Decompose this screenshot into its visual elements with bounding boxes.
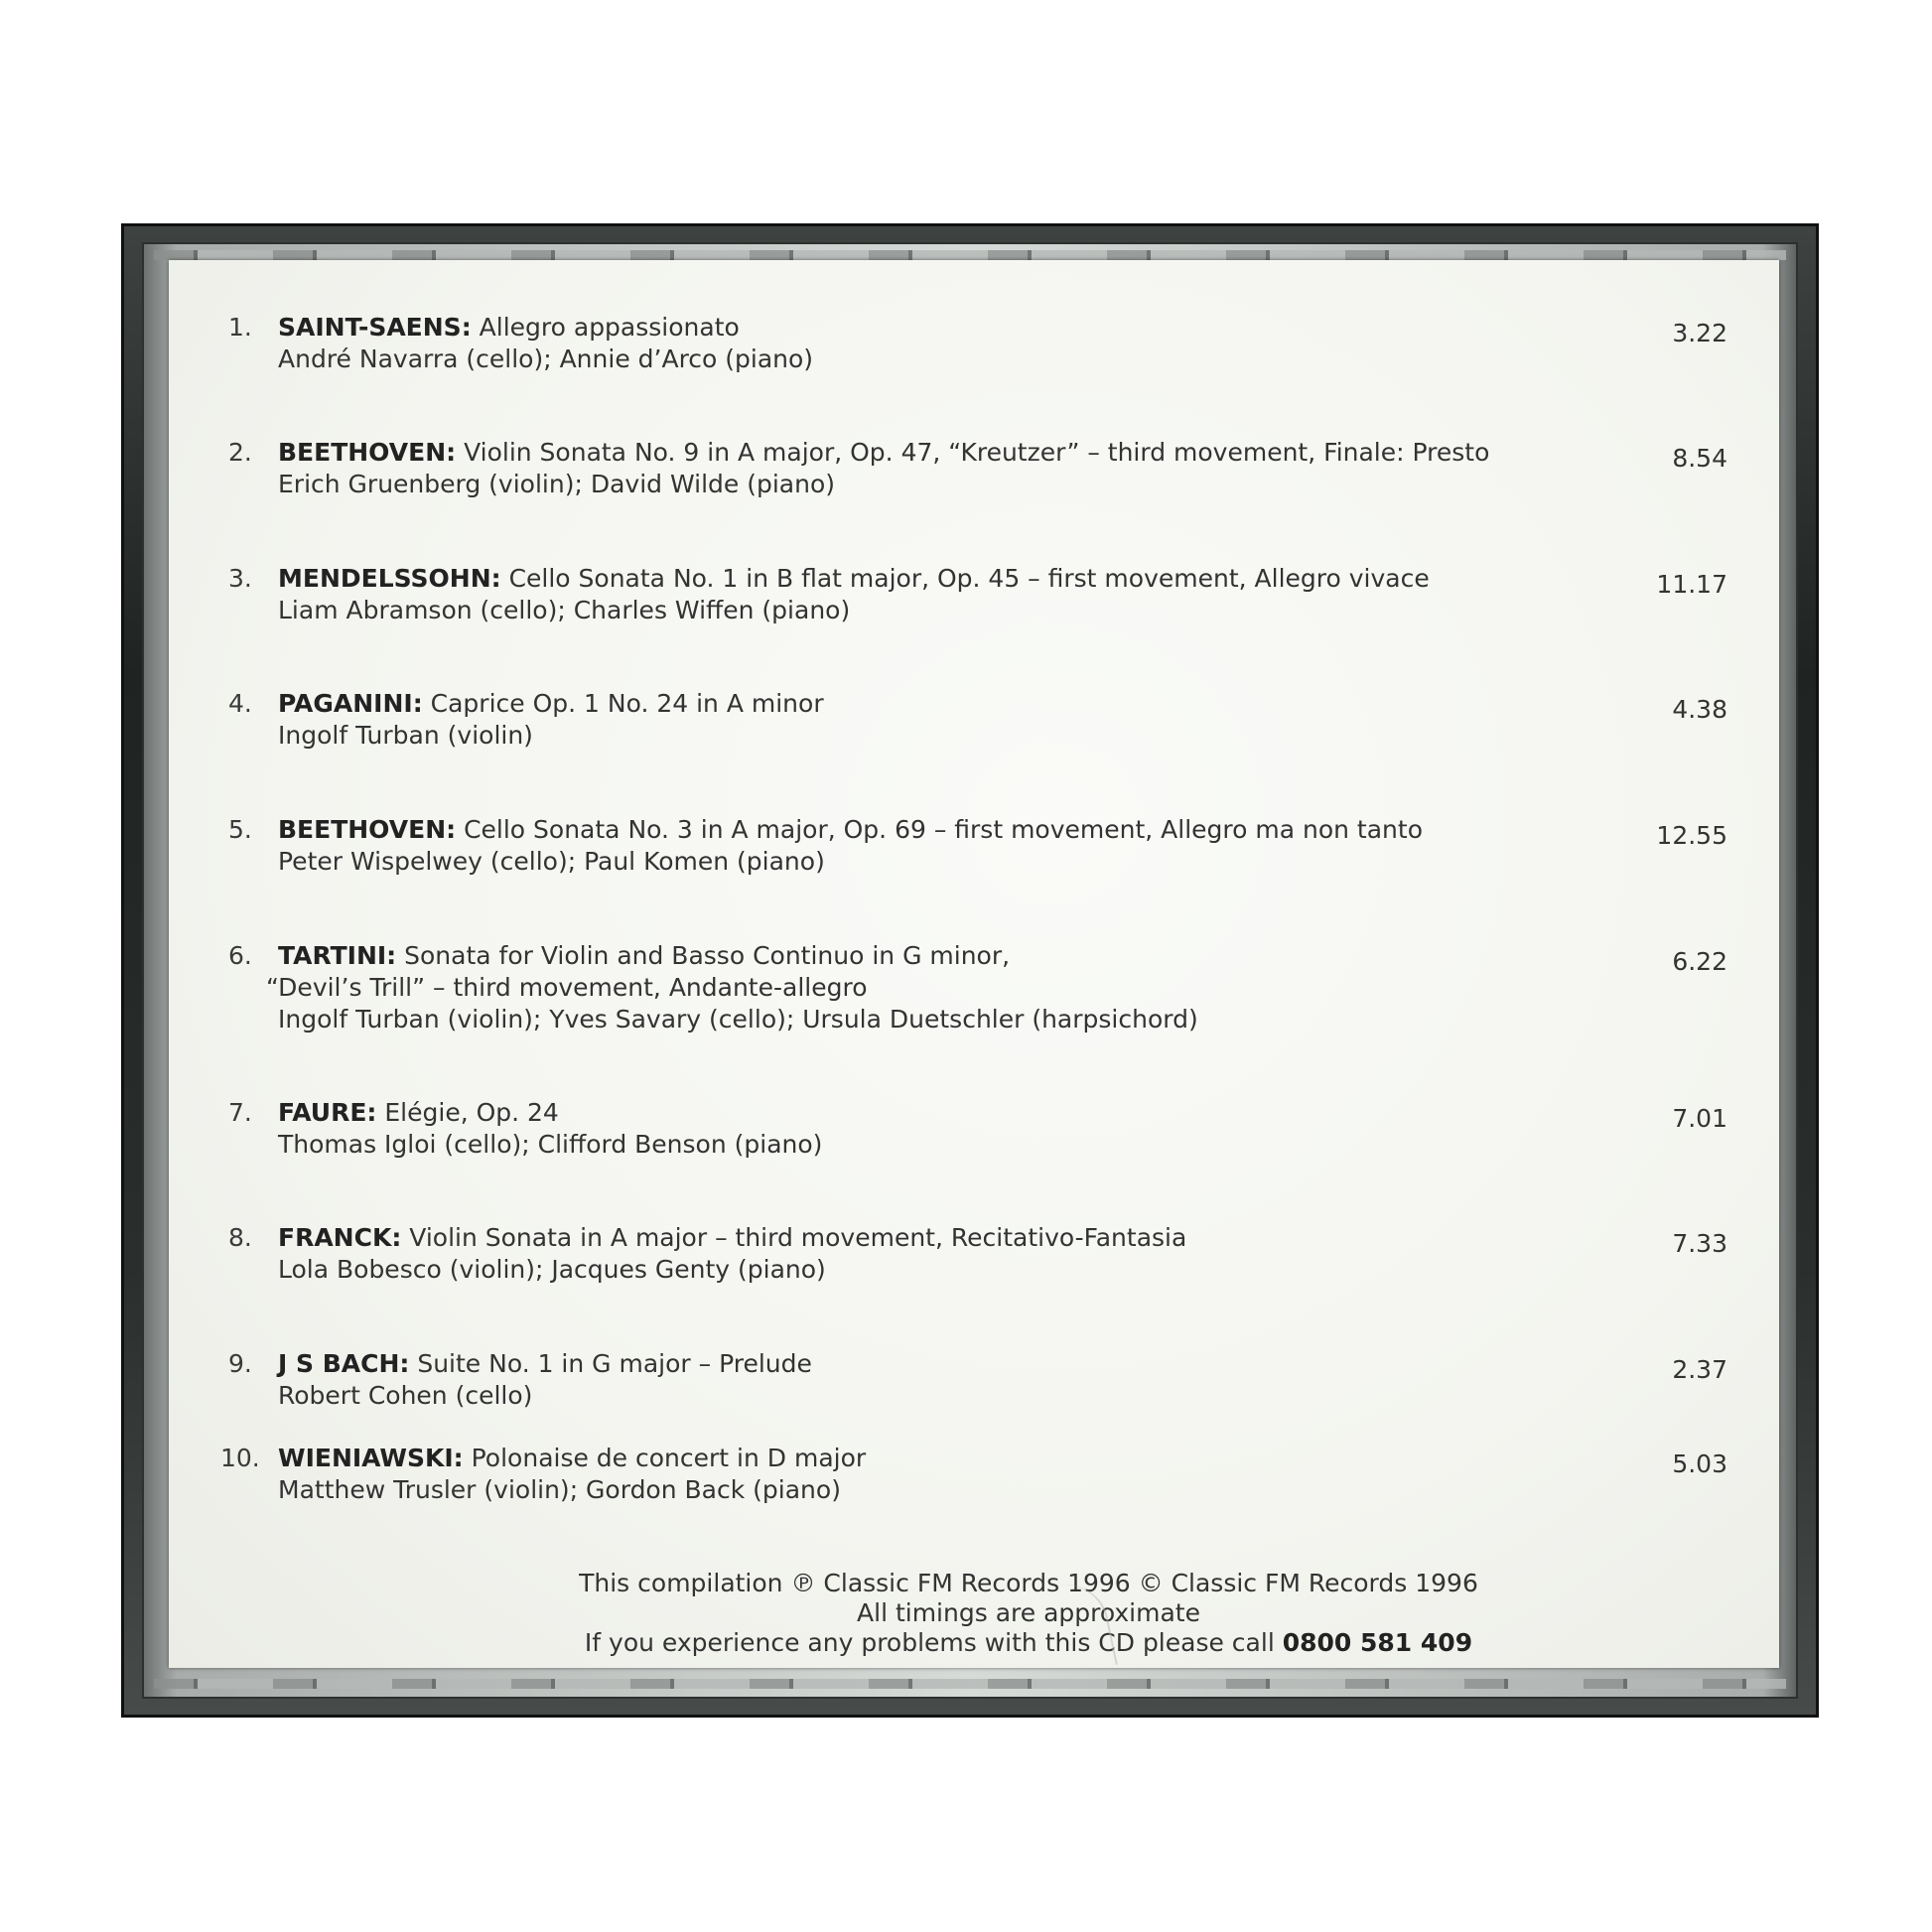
- track-duration: 12.55: [1656, 821, 1727, 850]
- performers: Erich Gruenberg (violin); David Wilde (piano): [278, 470, 835, 498]
- composer-name: FAURE:: [278, 1098, 377, 1127]
- composer-name: FRANCK:: [278, 1223, 402, 1252]
- track-info: [278, 1443, 1579, 1506]
- track-number: 4.: [228, 689, 252, 718]
- work-title: Violin Sonata in A major – third movement, Recitativo-Fantasia: [409, 1223, 1187, 1252]
- track-duration: 2.37: [1672, 1355, 1727, 1384]
- composer-name: MENDELSSOHN:: [278, 564, 501, 593]
- performers: Peter Wispelwey (cello); Paul Komen (piano): [278, 847, 825, 876]
- track-number: 2.: [228, 438, 252, 467]
- track-number: 8.: [228, 1223, 252, 1252]
- helpline-phone: 0800 581 409: [1282, 1628, 1473, 1657]
- track-number: 10.: [220, 1444, 260, 1472]
- track-duration: 3.22: [1672, 319, 1727, 347]
- track-info: [278, 312, 1579, 375]
- track-info: [278, 814, 1579, 878]
- track-info: [278, 563, 1579, 626]
- work-title: Elégie, Op. 24: [384, 1098, 559, 1127]
- track-duration: 11.17: [1656, 570, 1727, 599]
- composer-name: BEETHOVEN:: [278, 438, 457, 467]
- track-duration: 4.38: [1672, 695, 1727, 724]
- performers: Ingolf Turban (violin); Yves Savary (cello); Ursula Duetschler (harpsichord): [278, 1005, 1198, 1034]
- track-info: [278, 688, 1579, 752]
- track-info: [266, 940, 1579, 1035]
- composer-name: BEETHOVEN:: [278, 815, 457, 844]
- work-title: Cello Sonata No. 3 in A major, Op. 69 – first movement, Allegro ma non tanto: [464, 815, 1423, 844]
- composer-name: J S BACH:: [278, 1349, 410, 1378]
- work-title: Sonata for Violin and Basso Continuo in G minor,: [404, 941, 1011, 970]
- performers: Ingolf Turban (violin): [278, 721, 533, 750]
- track-duration: 8.54: [1672, 444, 1727, 473]
- composer-name: PAGANINI:: [278, 689, 423, 718]
- performers: Thomas Igloi (cello); Clifford Benson (piano): [278, 1130, 823, 1159]
- track-number: 7.: [228, 1098, 252, 1127]
- copyright-notice: This compilation ℗ Classic FM Records 1996 © Classic FM Records 1996: [579, 1569, 1478, 1597]
- track-duration: 7.33: [1672, 1229, 1727, 1258]
- track-info: [278, 1222, 1579, 1286]
- track-number: 9.: [228, 1349, 252, 1378]
- track-listing-card: [169, 260, 1779, 1668]
- track-duration: 5.03: [1672, 1449, 1727, 1478]
- work-title: Allegro appassionato: [479, 313, 740, 342]
- composer-name: SAINT-SAENS:: [278, 313, 472, 342]
- track-number: 3.: [228, 564, 252, 593]
- track-info: [278, 437, 1579, 500]
- track-info: [278, 1097, 1579, 1161]
- work-title: Polonaise de concert in D major: [471, 1444, 867, 1472]
- track-info: [278, 1348, 1579, 1412]
- work-title-continued: “Devil’s Trill” – third movement, Andante-allegro: [266, 973, 868, 1002]
- performers: André Navarra (cello); Annie d’Arco (piano): [278, 345, 814, 373]
- case-hinge-top: [154, 250, 1786, 260]
- track-number: 1.: [228, 313, 252, 342]
- footer-notes: [169, 1569, 1779, 1658]
- track-number: 6.: [228, 941, 252, 970]
- track-duration: 6.22: [1672, 947, 1727, 976]
- performers: Liam Abramson (cello); Charles Wiffen (piano): [278, 596, 851, 624]
- composer-name: TARTINI:: [278, 941, 397, 970]
- composer-name: WIENIAWSKI:: [278, 1444, 464, 1472]
- track-number: 5.: [228, 815, 252, 844]
- helpline-line: [169, 1628, 1779, 1658]
- work-title: Suite No. 1 in G major – Prelude: [417, 1349, 812, 1378]
- timings-note: All timings are approximate: [857, 1598, 1200, 1627]
- work-title: Cello Sonata No. 1 in B flat major, Op. 45 – first movement, Allegro vivace: [508, 564, 1430, 593]
- case-hinge-bottom: [154, 1679, 1786, 1689]
- performers: Lola Bobesco (violin); Jacques Genty (piano): [278, 1255, 826, 1284]
- work-title: Caprice Op. 1 No. 24 in A minor: [430, 689, 824, 718]
- track-duration: 7.01: [1672, 1104, 1727, 1133]
- helpline-text: If you experience any problems with this CD please call: [584, 1628, 1275, 1657]
- work-title: Violin Sonata No. 9 in A major, Op. 47, “Kreutzer” – third movement, Finale: Presto: [464, 438, 1490, 467]
- performers: Robert Cohen (cello): [278, 1381, 533, 1410]
- performers: Matthew Trusler (violin); Gordon Back (piano): [278, 1475, 841, 1504]
